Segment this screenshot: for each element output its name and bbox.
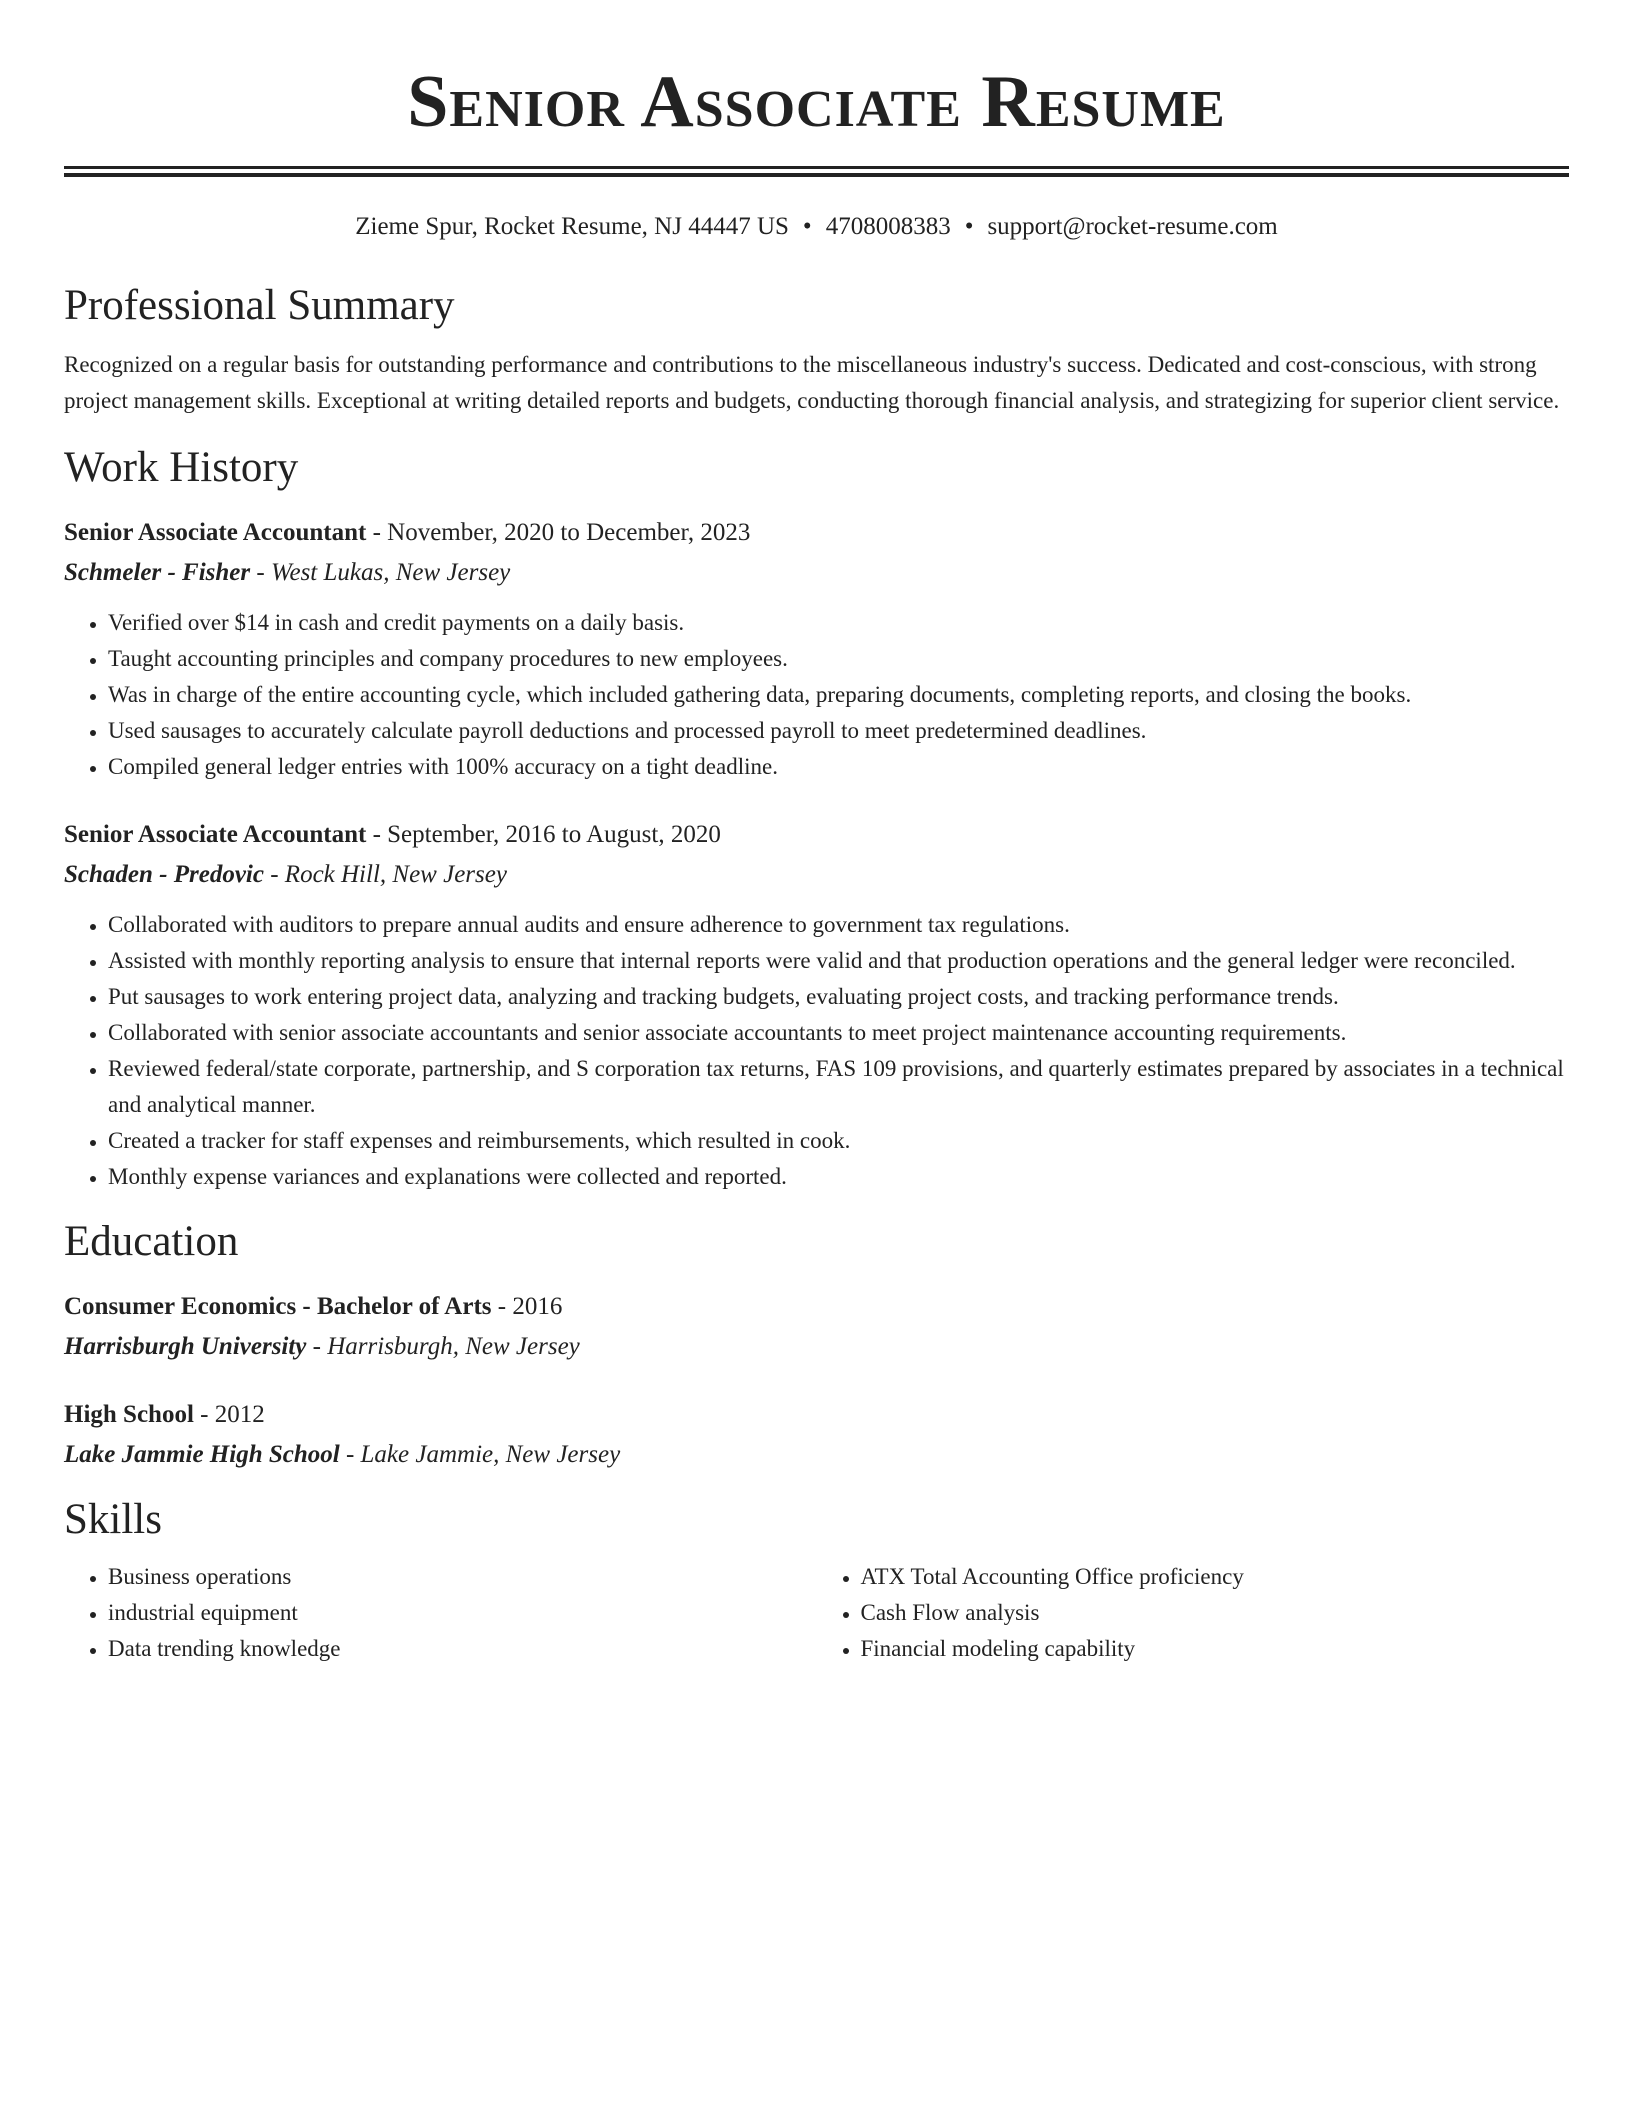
skills-list-left — [64, 1559, 817, 1667]
job-header — [64, 515, 1569, 551]
list-item: • Created a tracker for staff expenses and reimbursements, which resulted in cook. — [108, 1123, 1569, 1159]
title-divider — [64, 166, 1569, 177]
work-history-heading: Work History — [64, 444, 299, 491]
skill-item: • Business operations — [108, 1559, 817, 1595]
job-entry — [64, 515, 1569, 785]
skills-list-right — [817, 1559, 1570, 1667]
list-item: • Assisted with monthly reporting analysis to ensure that internal reports were valid and that production operations and the general ledger were reconciled. — [108, 943, 1569, 979]
education-degree: Consumer Economics - Bachelor of Arts — [64, 1293, 492, 1320]
skill-item: • ATX Total Accounting Office proficiency — [861, 1559, 1570, 1595]
education-heading: Education — [64, 1218, 239, 1265]
job-entry — [64, 817, 1569, 1195]
job-company-line — [64, 555, 1569, 591]
education-year: - 2016 — [497, 1293, 563, 1320]
list-item: • Was in charge of the entire accounting cycle, which included gathering data, preparing documents, completing reports, and closing the books. — [108, 677, 1569, 713]
job-dates: - November, 2020 to December, 2023 — [372, 519, 751, 546]
contact-address: Zieme Spur, Rocket Resume, NJ 44447 US — [355, 213, 789, 240]
list-item: • Collaborated with senior associate accountants and senior associate accountants to meet project maintenance accounting requirements. — [108, 1015, 1569, 1051]
resume-page — [64, 0, 1569, 1667]
list-item: • Verified over $14 in cash and credit payments on a daily basis. — [108, 605, 1569, 641]
job-company-line — [64, 857, 1569, 893]
education-header — [64, 1397, 1569, 1433]
skill-item: • Data trending knowledge — [108, 1631, 817, 1667]
summary-text: Recognized on a regular basis for outstanding performance and contributions to the miscellaneous industry's success. Dedicated and cost-conscious, with strong project management skills. Exceptional at writing detailed reports and budgets, conducting thorough financial analysis, and strategizing for superior client service. — [64, 352, 1560, 413]
education-header — [64, 1289, 1569, 1325]
job-company: Schmeler - Fisher — [64, 559, 251, 586]
contact-separator: • — [964, 213, 974, 240]
education-school: Harrisburgh University — [64, 1333, 307, 1360]
skill-item: • Financial modeling capability — [861, 1631, 1570, 1667]
education-school: Lake Jammie High School — [64, 1441, 340, 1468]
job-bullets — [64, 605, 1569, 785]
job-header — [64, 817, 1569, 853]
list-item: • Monthly expense variances and explanations were collected and reported. — [108, 1159, 1569, 1195]
education-year: - 2012 — [200, 1401, 265, 1428]
education-school-line — [64, 1437, 1569, 1473]
job-title: Senior Associate Accountant — [64, 821, 367, 848]
education-school-line — [64, 1329, 1569, 1365]
job-bullets — [64, 907, 1569, 1195]
list-item: • Reviewed federal/state corporate, partnership, and S corporation tax returns, FAS 109 provisions, and quarterly estimates prepared by associates in a technical and analytical manner. — [108, 1051, 1569, 1123]
page-title: Senior Associate Resume — [407, 61, 1226, 143]
list-item: • Taught accounting principles and company procedures to new employees. — [108, 641, 1569, 677]
education-entry — [64, 1289, 1569, 1365]
skills-heading: Skills — [64, 1496, 162, 1543]
job-location: - West Lukas, New Jersey — [256, 559, 511, 586]
job-company: Schaden - Predovic — [64, 861, 264, 888]
contact-line — [64, 211, 1569, 243]
contact-phone: 4708008383 — [825, 213, 951, 240]
education-degree: High School — [64, 1401, 194, 1428]
summary-heading: Professional Summary — [64, 282, 455, 329]
skill-item: • Cash Flow analysis — [861, 1595, 1570, 1631]
job-location: - Rock Hill, New Jersey — [270, 861, 507, 888]
list-item: • Collaborated with auditors to prepare annual audits and ensure adherence to government tax regulations. — [108, 907, 1569, 943]
list-item: • Used sausages to accurately calculate payroll deductions and processed payroll to meet predetermined deadlines. — [108, 713, 1569, 749]
skill-item: • industrial equipment — [108, 1595, 817, 1631]
list-item: • Compiled general ledger entries with 100% accuracy on a tight deadline. — [108, 749, 1569, 785]
education-location: - Harrisburgh, New Jersey — [312, 1333, 580, 1360]
contact-separator: • — [802, 213, 812, 240]
education-entry — [64, 1397, 1569, 1473]
list-item: • Put sausages to work entering project data, analyzing and tracking budgets, evaluating project costs, and tracking performance trends. — [108, 979, 1569, 1015]
education-location: - Lake Jammie, New Jersey — [345, 1441, 621, 1468]
skills-grid — [64, 1559, 1569, 1667]
job-title: Senior Associate Accountant — [64, 519, 367, 546]
job-dates: - September, 2016 to August, 2020 — [372, 821, 721, 848]
contact-email: support@rocket-resume.com — [987, 213, 1278, 240]
